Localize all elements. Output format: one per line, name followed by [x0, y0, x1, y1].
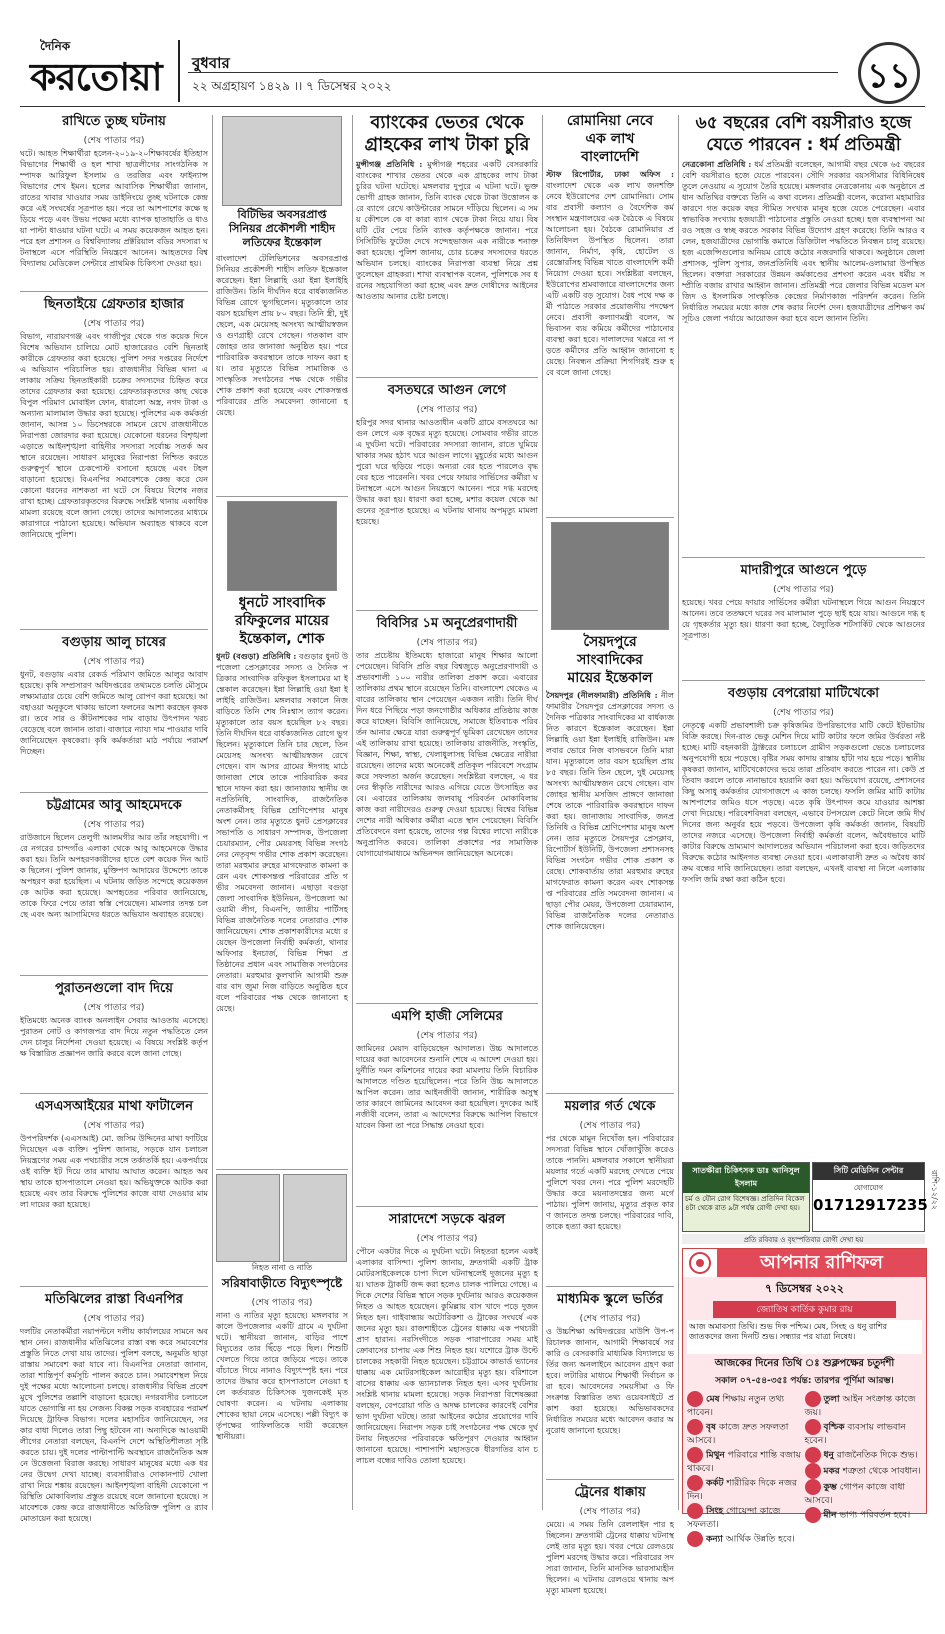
zodiac-item: তুলা আইন সংক্রান্ত কাজে জয়।	[805, 1391, 923, 1419]
tithi-time: সকাল ০৭-৫৪-৩৫ঃ পর্যন্ত: তারপর পূর্ণিমা আরম্ভ।	[715, 1376, 894, 1386]
continued-label: (শেষ পাতার পর)	[579, 1507, 641, 1517]
lead-headline-line: ব্যাংকের ভেতর থেকে	[370, 112, 524, 133]
headline: এসএসআইয়ের মাথা ফাটালেন	[35, 1099, 193, 1114]
issue-day: বুধবার	[192, 54, 230, 72]
column-4	[546, 112, 674, 1634]
article-body: তার প্রচেষ্টায় ইতিমধ্যে হাজারো মানুষ শিক্ষার আলো পেয়েছেন। বিবিসি প্রতি বছর বিশ্বজুড়ে অনুপ্রেরণাদায়ী ও প্রভাবশালী ১০০ নারীর তালিকা প্রকাশ করে। এবারের তালিকায় প্রথম স্থানে রয়েছেন তিনি। বাংলাদেশ থেকেও এবারের তালিকায় স্থান পেয়েছেন একজন নারী। তিনি দীর্ঘদিন ধরে পিছিয়ে পড়া জনগোষ্ঠীর অধিকার প্রতিষ্ঠায় কাজ করে যাচ্ছেন। বিবিসি জানিয়েছে, সমাজে ইতিবাচক পরিবর্তন আনার ক্ষেত্রে যারা গুরুত্বপূর্ণ ভূমিকা রেখেছেন তাদের এই তালিকায় রাখা হয়েছে। তালিকায় রাজনীতি, সংস্কৃতি, বিজ্ঞান, শিক্ষা, স্বাস্থ্য, খেলাধুলাসহ বিভিন্ন ক্ষেত্রের নারীরা রয়েছেন। তাদের মধ্যে অনেকেই প্রতিকূল পরিবেশে সংগ্রাম করে সফলতা অর্জন করেছেন। সংশ্লিষ্টরা বলছেন, এ ধরনের স্বীকৃতি নারীদের আরও এগিয়ে যেতে উৎসাহিত করবে। এবারের তালিকায় জলবায়ু পরিবর্তন মোকাবিলায় কাজ করা নারীদেরও গুরুত্ব দেওয়া হয়েছে। বিশ্বের বিভিন্ন দেশের নারী অধিকার কর্মীরা এতে স্থান পেয়েছেন। বিবিসি প্রতিবেদনে বলা হয়েছে, তাদের গল্প বিশ্বের লাখো নারীকে অনুপ্রাণিত করবে। তালিকা প্রকাশের পর সামাজিক যোগাযোগমাধ্যমে অভিনন্দন জানিয়েছেন অনেকে।	[356, 651, 538, 858]
continued-label: (শেষ পাতার পর)	[416, 1234, 478, 1244]
article-body: ইতিমধ্যে অনেক ব্যাংক অনলাইন সেবার আওতায় এসেছে। পুরাতন নোট ও কাগজপত্র বাদ দিয়ে নতুন পদ্ধতিতে লেনদেন চালুর নির্দেশনা দেওয়া হয়েছে। এ বিষয়ে সংশ্লিষ্ট কর্তৃপক্ষ বিস্তারিত প্রজ্ঞাপন জারি করবে বলে জানা গেছে।	[20, 1016, 208, 1058]
zodiac-item: মকর শত্রুতা থেকে সাবধান।	[805, 1463, 923, 1479]
headline-line: সাংবাদিকের	[577, 652, 643, 668]
column-rule	[542, 115, 543, 1510]
continued-label: (শেষ পাতার পর)	[83, 136, 145, 146]
leo-icon	[687, 1503, 703, 1519]
article-dateline: মুন্সীগঞ্জ প্রতিনিধি :	[356, 159, 423, 169]
headline-line: বাংলাদেশি	[581, 149, 639, 165]
article-body: উপপরিদর্শক (এএসআই) মো. জসিম উদ্দিনের মাথা ফাটিয়ে দিয়েছেন এক ব্যক্তি। পুলিশ জানায়, সড়কে যান চলাচল নিয়ন্ত্রণের সময় এক পথচারীর সঙ্গে তর্কাতর্কি হয়। একপর্যায়ে ওই ব্যক্তি ইট দিয়ে তার মাথায় আঘাত করেন। আহত অবস্থায় তাকে হাসপাতালে নেওয়া হয়। অভিযুক্তকে আটক করা হয়েছে এবং তার বিরুদ্ধে পুলিশের কাজে বাধা দেওয়ার মামলা দায়ের করা হয়েছে।	[20, 1134, 208, 1209]
headline-line: এক লাখ	[585, 131, 635, 147]
continued-label: (শেষ পাতার পর)	[83, 657, 145, 667]
continued-label: (শেষ পাতার পর)	[83, 1314, 145, 1324]
masthead-bottom-rule	[20, 106, 925, 107]
article-body: মুন্সীগঞ্জ প্রতিনিধি : মুন্সীগঞ্জ শহরের একটি বেসরকারি ব্যাংকের শাখার ভেতর থেকে এক গ্রাহকের লাখ টাকা চুরির ঘটনা ঘটেছে। মঙ্গলবার দুপুরে এ ঘটনা ঘটে। ভুক্তভোগী গ্রাহক জানান, তিনি ব্যাংক থেকে টাকা উত্তোলন করে ব্যাগে রেখে কাউন্টারের সামনে দাঁড়িয়ে ছিলেন। এ সময় কৌশলে কে বা কারা ব্যাগ থেকে টাকা নিয়ে যায়। বিষয়টি টের পেয়ে তিনি ব্যাংক কর্তৃপক্ষকে জানান। পরে সিসিটিভি ফুটেজ দেখে সন্দেহভাজন এক নারীকে শনাক্ত করা হয়েছে। পুলিশ জানায়, চোর চক্রের সদস্যদের ধরতে অভিযান চলছে। ব্যাংকের নিরাপত্তা ব্যবস্থা নিয়ে প্রশ্ন তুলেছেন গ্রাহকরা। শাখা ব্যবস্থাপক বলেন, পুলিশকে সব ধরনের সহযোগিতা করা হচ্ছে এবং দ্রুত দোষীদের আইনের আওতায় আনার চেষ্টা চলছে।	[356, 159, 538, 301]
article-body: বিভাগ, নারায়ণগঞ্জ এবং গাজীপুর থেকে গত কয়েক দিনে বিশেষ অভিযান চালিয়ে মোট হাজারেরও বেশি ছিনতাইকারীকে গ্রেফতার করা হয়েছে। পুলিশ সদর দপ্তরের নির্দেশে এ অভিযান পরিচালিত হয়। রাজধানীর বিভিন্ন থানা এলাকায় সক্রিয় ছিনতাইকারী চক্রের সদস্যদের চিহ্নিত করে তাদের গ্রেফতার করা হয়েছে। গ্রেফতারকৃতদের কাছ থেকে বিপুল পরিমাণ মোবাইল ফোন, ধারালো অস্ত্র, নগদ টাকা ও অন্যান্য মালামাল উদ্ধার করা হয়েছে। পুলিশের এক কর্মকর্তা জানান, আসন্ন ১০ ডিসেম্বরকে সামনে রেখে রাজধানীতে নিরাপত্তা জোরদার করা হয়েছে। যেকোনো ধরনের বিশৃঙ্খলা এড়াতে আইনশৃঙ্খলা বাহিনীর সদস্যরা সর্বোচ্চ সতর্ক অবস্থানে রয়েছেন। সাধারণ মানুষের নিরাপত্তা নিশ্চিত করতে গুরুত্বপূর্ণ স্থানে চেকপোস্ট বসানো হয়েছে এবং টহল বাড়ানো হয়েছে। বিএনপির সমাবেশকে কেন্দ্র করে যেন কোনো ধরনের নাশকতা না ঘটে সে বিষয়ে বিশেষ নজর রাখা হচ্ছে। গ্রেফতারকৃতদের বিরুদ্ধে সংশ্লিষ্ট থানায় একাধিক মামলা রয়েছে বলে জানা গেছে। তাদের আদালতের মাধ্যমে কারাগারে পাঠানো হয়েছে। অভিযান অব্যাহত থাকবে বলে জানিয়েছে পুলিশ।	[20, 332, 208, 539]
lead-headline-line: ৬৫ বছরের বেশি বয়সীরাও হজে	[695, 113, 912, 133]
aries-icon	[687, 1391, 703, 1407]
headline: বগুড়ায় আলু চাষের	[62, 635, 166, 650]
continued-label: (শেষ পাতার পর)	[773, 585, 834, 595]
continued-label: (শেষ পাতার পর)	[83, 319, 145, 329]
obituary-caption-line: লতিফের ইন্তেকাল	[242, 236, 322, 249]
article-body: পর থেকে মামুন নিখোঁজ হন। পরিবারের সদস্যরা বিভিন্ন স্থানে খোঁজাখুঁজি করেও তাকে পাননি। মঙ্গলবার সকালে স্থানীয়রা ময়লার গর্তে একটি মরদেহ দেখতে পেয়ে পুলিশে খবর দেন। পরে পুলিশ মরদেহটি উদ্ধার করে ময়নাতদন্তের জন্য মর্গে পাঠায়। পুলিশ জানায়, মৃত্যুর প্রকৃত কারণ জানতে তদন্ত চলছে। পরিবারের দাবি, তাকে হত্যা করা হয়েছে।	[546, 1134, 674, 1231]
newspaper-logo: করতোয়া	[30, 54, 162, 99]
logo-small-text: দৈনিক	[40, 39, 71, 53]
zodiac-list	[683, 1388, 926, 1550]
article-body: ধুনট, বগুড়ায় এবার রেকর্ড পরিমাণ জমিতে আলুর আবাদ হয়েছে। কৃষি সম্প্রসারণ অধিদপ্তরের তথ্যমতে চলতি মৌসুমে লক্ষ্যমাত্রার চেয়ে বেশি জমিতে আলু রোপণ করা হয়েছে। আবহাওয়া অনুকূলে থাকায় ভালো ফলনের আশা করছেন কৃষকরা। তবে সার ও কীটনাশকের দাম বাড়ায় উৎপাদন খরচ বেড়েছে বলে জানান তারা। বাজারে ন্যায্য দাম পাওয়ার দাবি জানিয়েছেন কৃষকেরা। কৃষি কর্মকর্তারা মাঠ পর্যায়ে পরামর্শ দিচ্ছেন।	[20, 670, 208, 756]
headline-line: ধুনটে সাংবাদিক	[238, 595, 326, 611]
headline: চট্টগ্রামের আবু আহমেদকে	[46, 798, 182, 813]
headline: সরিষাবাড়ীতে বিদ্যুৎস্পৃষ্টে	[221, 1276, 343, 1290]
headline-line: মায়ের ইন্তেকাল	[567, 670, 653, 686]
taurus-icon	[687, 1419, 703, 1435]
ad-body: চর্ম ও যৌন রোগ বিশেষজ্ঞ। প্রতিদিন বিকেল ৪টা থেকে রাত ৯টা পর্যন্ত রোগী দেখা হয়।	[685, 1195, 805, 1212]
headline: সারাদেশে সড়কে ঝরল	[388, 1212, 506, 1227]
article-body: নানা ও নাতির মৃত্যু হয়েছে। মঙ্গলবার সকালে উপজেলার একটি গ্রামে এ দুর্ঘটনা ঘটে। স্থানীয়রা জানান, বাড়ির পাশে বিদ্যুতের তার ছিঁড়ে পড়ে ছিল। শিশুটি খেলতে গিয়ে তারে জড়িয়ে পড়ে। তাকে বাঁচাতে গিয়ে নানাও বিদ্যুৎস্পৃষ্ট হন। পরে তাদের উদ্ধার করে হাসপাতালে নেওয়া হলে কর্তব্যরত চিকিৎসক দুজনকেই মৃত ঘোষণা করেন। এ ঘটনায় এলাকায় শোকের ছায়া নেমে এসেছে। পল্লী বিদ্যুৎ কর্তৃপক্ষের গাফিলতিকে দায়ী করেছেন স্থানীয়রা।	[216, 1311, 348, 1441]
article-body: বাংলাদেশ টেলিভিশনের অবসরপ্রাপ্ত সিনিয়র প্রকৌশলী শাহীদ লতিফ ইন্তেকাল করেছেন। ইন্না লিল্লাহি ওয়া ইন্না ইলাইহি রাজিউন। তিনি দীর্ঘদিন ধরে বার্ধক্যজনিত বিভিন্ন রোগে ভুগছিলেন। মৃত্যুকালে তার বয়স হয়েছিল প্রায় ৮০ বছর। তিনি স্ত্রী, দুই ছেলে, এক মেয়েসহ অসংখ্য আত্মীয়স্বজন ও গুণগ্রাহী রেখে গেছেন। গতকাল বাদ জোহর তার জানাজা অনুষ্ঠিত হয়। পরে পারিবারিক কবরস্থানে তাকে দাফন করা হয়। তার মৃত্যুতে বিভিন্ন সামাজিক ও সাংস্কৃতিক সংগঠনের পক্ষ থেকে গভীর শোক প্রকাশ করা হয়েছে এবং শোকসন্তপ্ত পরিবারের প্রতি সমবেদনা জানানো হয়েছে।	[216, 254, 348, 417]
headline: ছিনতাইয়ে গ্রেফতার হাজার	[44, 297, 184, 312]
zodiac-column	[687, 1391, 805, 1547]
article-dateline: সৈয়দপুর (নীলফামারী) প্রতিনিধি :	[546, 690, 658, 700]
article-body: ধুনট (বগুড়া) প্রতিনিধি : বগুড়ার ধুনট উপজেলা প্রেসক্লাবের সদস্য ও দৈনিক পত্রিকার সাংবাদিক রফিকুল ইসলামের মা ইন্তেকাল করেছেন। ইন্না লিল্লাহি ওয়া ইন্না ইলাইহি রাজিউন। মঙ্গলবার সকালে নিজ বাড়িতে তিনি শেষ নিঃশ্বাস ত্যাগ করেন। মৃত্যুকালে তার বয়স হয়েছিল ৮২ বছর। তিনি দীর্ঘদিন ধরে বার্ধক্যজনিত রোগে ভুগছিলেন। মৃত্যুকালে তিনি চার ছেলে, তিন মেয়েসহ অসংখ্য আত্মীয়স্বজন রেখে গেছেন। বাদ আসর গ্রামের ঈদগাহ মাঠে জানাজা শেষে তাকে পারিবারিক কবরস্থানে দাফন করা হয়। জানাজায় স্থানীয় জনপ্রতিনিধি, সাংবাদিক, রাজনৈতিক নেতাকর্মীসহ বিভিন্ন শ্রেণিপেশার মানুষ অংশ নেন। তার মৃত্যুতে ধুনট প্রেসক্লাবের সভাপতি ও সাধারণ সম্পাদক, উপজেলা চেয়ারম্যান, পৌর মেয়রসহ বিভিন্ন সংগঠনের নেতৃবৃন্দ গভীর শোক প্রকাশ করেছেন। তারা মরহুমার রুহের মাগফেরাত কামনা করেন এবং শোকসন্তপ্ত পরিবারের প্রতি গভীর সমবেদনা জানান। এছাড়া বগুড়া জেলা সাংবাদিক ইউনিয়ন, উপজেলা আওয়ামী লীগ, বিএনপি, জাতীয় পার্টিসহ বিভিন্ন রাজনৈতিক দলের নেতারাও শোক জানিয়েছেন। শোক প্রকাশকারীদের মধ্যে রয়েছেন উপজেলা নির্বাহী কর্মকর্তা, থানার অফিসার ইনচার্জ, বিভিন্ন শিক্ষা প্রতিষ্ঠানের প্রধান এবং সামাজিক সংগঠনের নেতারা। মরহুমার কুলখানি আগামী শুক্রবার বাদ জুমা নিজ বাড়িতে অনুষ্ঠিত হবে বলে পরিবারের পক্ষ থেকে জানানো হয়েছে।	[216, 651, 348, 1013]
column-5	[682, 112, 925, 1160]
article-body: ও উচ্চশিক্ষা অধিদপ্তরের মাউশি উপ-পরিচালক জানান, আগামী শিক্ষাবর্ষে সরকারি ও বেসরকারি মাধ্যমিক বিদ্যালয়ে ভর্তির জন্য অনলাইনে আবেদন গ্রহণ করা হবে। লটারির মাধ্যমে শিক্ষার্থী নির্বাচন করা হবে। আবেদনের সময়সীমা ও ফি সংক্রান্ত বিস্তারিত তথ্য ওয়েবসাইটে প্রকাশ করা হয়েছে। অভিভাবকদের নির্ধারিত সময়ের মধ্যে আবেদন করার অনুরোধ জানানো হয়েছে।	[546, 1327, 674, 1435]
article-body: সৈয়দপুর (নীলফামারী) প্রতিনিধি : নীলফামারীর সৈয়দপুর প্রেসক্লাবের সদস্য ও দৈনিক পত্রিকার সাংবাদিকের মা বার্ধক্যজনিত কারণে ইন্তেকাল করেছেন। ইন্না লিল্লাহি ওয়া ইন্না ইলাইহি রাজিউন। মঙ্গলবার ভোরে নিজ বাসভবনে তিনি মারা যান। মৃত্যুকালে তার বয়স হয়েছিল প্রায় ৮৫ বছর। তিনি তিন ছেলে, দুই মেয়েসহ অসংখ্য আত্মীয়স্বজন রেখে গেছেন। বাদ জোহর স্থানীয় মসজিদ প্রাঙ্গণে জানাজা শেষে তাকে পারিবারিক কবরস্থানে দাফন করা হয়। জানাজায় সাংবাদিক, জনপ্রতিনিধি ও বিভিন্ন শ্রেণিপেশার মানুষ অংশ নেন। তার মৃত্যুতে সৈয়দপুর প্রেসক্লাব, রিপোর্টার্স ইউনিটি, উপজেলা প্রশাসনসহ বিভিন্ন সংগঠন গভীর শোক প্রকাশ করেছে। শোকবার্তায় তারা মরহুমার রুহের মাগফেরাত কামনা করেন এবং শোকসন্তপ্ত পরিবারের প্রতি সমবেদনা জানান। এছাড়া পৌর মেয়র, উপজেলা চেয়ারম্যান, বিভিন্ন রাজনৈতিক দলের নেতারাও শোক জানিয়েছেন।	[546, 690, 674, 931]
zodiac-item: কুম্ভ গোপন কাজে বাধা আসবে।	[805, 1479, 923, 1507]
photo-caption: নিহত নানা ও নাতি	[251, 1263, 313, 1272]
headline-line: সৈয়দপুরে	[583, 634, 637, 650]
article-body: মেয়ে। এ সময় তিনি রেললাইন পার হচ্ছিলেন। দ্রুতগামী ট্রেনের ধাক্কায় ঘটনাস্থলেই তার মৃত্যু হয়। খবর পেয়ে রেলওয়ে পুলিশ মরদেহ উদ্ধার করে। পরিবারের সদস্যরা জানান, তিনি মানসিক ভারসাম্যহীন ছিলেন। এ ঘটনায় রেলওয়ে থানায় অপমৃত্যু মামলা হয়েছে।	[546, 1520, 674, 1595]
headline: মাধ্যমিক স্কুলে ভর্তির	[557, 1292, 663, 1307]
article-body: রাউজানে ছিলেন তেলুগী আলমগীর আর তাঁর সহযোগী। পরে নগরের চান্দগাঁও এলাকা থেকে আবু আহমেদকে উদ্ধার করা হয়। তিনি অপহরণকারীদের হাতে বেশ কয়েক দিন আটক ছিলেন। পুলিশ জানায়, মুক্তিপণ আদায়ের উদ্দেশ্যে তাকে অপহরণ করা হয়েছিল। এ ঘটনায় জড়িত সন্দেহে কয়েকজনকে আটক করা হয়েছে। অপহৃতের পরিবার জানিয়েছে, তাকে ফিরে পেয়ে তারা স্বস্তি পেয়েছেন। মামলার তদন্ত চলছে এবং অন্য আসামিদের ধরতে অভিযান অব্যাহত রয়েছে।	[20, 833, 208, 919]
ad-footer-strip: প্রতি রবিবার ও বৃহস্পতিবার রোগী দেখা হয়	[682, 1234, 925, 1244]
lead-headline-line: যেতে পারবেন : ধর্ম প্রতিমন্ত্রী	[706, 135, 901, 155]
headline: মাদারীপুরে আগুনে পুড়ে	[740, 563, 867, 578]
article-dateline: নেত্রকোনা প্রতিনিধি :	[682, 159, 752, 169]
horoscope-title: আপনার রাশিফল	[717, 1249, 926, 1277]
zodiac-column	[805, 1391, 923, 1547]
horoscope-header	[683, 1249, 926, 1277]
obituary-caption-line: বিটিভির অবসরপ্রাপ্ত	[237, 208, 327, 221]
ad-title: সাতক্ষীরা চিকিৎসক ডাঃ আনিসুল ইসলাম	[683, 1163, 809, 1193]
horoscope-date: ৭ ডিসেম্বর ২০২২	[765, 1282, 844, 1295]
masthead-divider	[178, 40, 180, 102]
capricorn-icon	[805, 1463, 821, 1479]
horoscope-astrologer: জ্যোতিষ কার্তিক কুমার রায়	[713, 1301, 896, 1318]
article-body: নেত্রকোনা প্রতিনিধি : ধর্ম প্রতিমন্ত্রী বলেছেন, আগামী বছর থেকে ৬৫ বছরের বেশি বয়সীরাও হজে যেতে পারবেন। সৌদি সরকার বয়সসীমার বিধিনিষেধ তুলে নেওয়ায় এ সুযোগ তৈরি হয়েছে। মঙ্গলবার নেত্রকোনায় এক অনুষ্ঠানে প্রধান অতিথির বক্তব্যে তিনি এ কথা বলেন। প্রতিমন্ত্রী বলেন, করোনা মহামারির কারণে গত কয়েক বছর সীমিত সংখ্যক মানুষ হজে যেতে পেরেছেন। এবার স্বাভাবিক সংখ্যায় হজযাত্রী পাঠানোর প্রস্তুতি নেওয়া হচ্ছে। হজ ব্যবস্থাপনা আরও সহজ ও স্বচ্ছ করতে সরকার বিভিন্ন উদ্যোগ গ্রহণ করেছে। তিনি আরও বলেন, হজযাত্রীদের ভোগান্তি কমাতে ডিজিটাল পদ্ধতিতে নিবন্ধন চালু রয়েছে। হজ এজেন্সিগুলোর অনিয়ম রোধে কঠোর নজরদারি থাকবে। অনুষ্ঠানে জেলা প্রশাসক, পুলিশ সুপার, জনপ্রতিনিধি এবং স্থানীয় আলেম-ওলামারা উপস্থিত ছিলেন। বক্তারা সরকারের উন্নয়ন কর্মকাণ্ডের প্রশংসা করেন এবং ধর্মীয় সম্প্রীতি বজায় রাখার আহ্বান জানান। প্রতিমন্ত্রী পরে জেলার বিভিন্ন মডেল মসজিদ ও ইসলামিক সাংস্কৃতিক কেন্দ্রের নির্মাণকাজ পরিদর্শন করেন। তিনি নির্ধারিত সময়ের মধ্যে কাজ শেষ করার নির্দেশ দেন। হজযাত্রীদের প্রশিক্ষণ কর্মসূচিও জেলা পর্যায়ে আয়োজন করা হবে বলে জানান তিনি।	[682, 159, 925, 323]
ad-phone-number: 01712917235	[813, 1196, 928, 1214]
victim-photo	[283, 1174, 347, 1262]
zodiac-item: মীন ভাগ্য পরিবর্তন হবে।	[805, 1507, 923, 1523]
portrait-photo	[227, 501, 337, 591]
photo-pair	[216, 1174, 348, 1262]
page-number-badge: ১১	[858, 42, 920, 104]
column-rule	[352, 115, 353, 1510]
continued-label: (শেষ পাতার পর)	[251, 1298, 313, 1308]
sidebar-tag: রাশি-১২/২২	[930, 1170, 939, 1211]
headline: বসতঘরে আগুন লেগে	[387, 383, 507, 398]
advertisement-doctor	[682, 1162, 810, 1232]
headline: বিবিসির ১ম অনুপ্রেরণাদায়ী	[376, 616, 518, 631]
continued-label: (শেষ পাতার পর)	[83, 820, 145, 830]
article-body: দলটির নেতাকর্মীরা নয়াপল্টনে দলীয় কার্যালয়ের সামনে অবস্থান নেন। রাজধানীর মতিঝিলের রাস্তা বন্ধ করে সমাবেশের প্রস্তুতি নিতে দেখা যায় তাদের। পুলিশ বলছে, অনুমতি ছাড়া রাস্তায় সমাবেশ করা যাবে না। বিএনপির নেতারা জানান, তারা শান্তিপূর্ণ কর্মসূচি পালন করতে চান। সমাবেশস্থল নিয়ে দুই পক্ষের মধ্যে আলোচনা চলছে। রাজধানীর বিভিন্ন প্রবেশমুখে পুলিশের তল্লাশি বাড়ানো হয়েছে। নগরবাসীর চলাচলে যাতে ভোগান্তি না হয় সেজন্য বিকল্প সড়ক ব্যবহারের পরামর্শ দিয়েছে ট্রাফিক বিভাগ। দলের মহাসচিব জানিয়েছেন, সরকার বাধা দিলেও তারা পিছু হটবেন না। অন্যদিকে আওয়ামী লীগের নেতারা বলছেন, বিএনপি দেশে অস্থিতিশীলতা সৃষ্টি করতে চায়। দুই দলের পাল্টাপাল্টি অবস্থানে রাজনৈতিক অঙ্গনে উত্তেজনা বিরাজ করছে। সাধারণ মানুষের মধ্যে এক ধরনের উদ্বেগ দেখা যাচ্ছে। ব্যবসায়ীরাও দোকানপাট খোলা রাখা নিয়ে শঙ্কায় রয়েছেন। আইনশৃঙ্খলা বাহিনী যেকোনো পরিস্থিতি মোকাবিলায় প্রস্তুত রয়েছে বলে জানানো হয়েছে। সমাবেশকে কেন্দ্র করে রাজধানীতে অতিরিক্ত পুলিশ ও র‍্যাব মোতায়েন করা হয়েছে।	[20, 1327, 208, 1523]
virgo-icon	[687, 1531, 703, 1547]
continued-label: (শেষ পাতার পর)	[416, 1031, 478, 1041]
column-rule	[678, 115, 679, 1510]
horoscope-box	[682, 1248, 927, 1545]
continued-label: (শেষ পাতার পর)	[416, 405, 478, 415]
headline: রাখিতে তুচ্ছ ঘটনায়	[62, 114, 166, 129]
column-2	[216, 112, 348, 1480]
zodiac-item: মেষ শিক্ষায় নতুন তথ্য পাবেন।	[687, 1391, 805, 1419]
aquarius-icon	[805, 1479, 821, 1495]
article-body: হয়েছে। খবর পেয়ে ফায়ার সার্ভিসের কর্মীরা ঘটনাস্থলে গিয়ে আগুন নিয়ন্ত্রণে আনেন। তবে ততক্ষণে ঘরের সব মালামাল পুড়ে ছাই হয়ে যায়। আগুনে দগ্ধ হয়ে গৃহকর্তার মৃত্যু হয়। ধারণা করা হচ্ছে, বৈদ্যুতিক শর্টসার্কিট থেকে আগুনের সূত্রপাত।	[682, 598, 925, 640]
ad-subtitle: যোগাযোগ	[854, 1184, 883, 1192]
masthead	[0, 0, 945, 108]
continued-label: (শেষ পাতার পর)	[83, 1003, 145, 1013]
headline: এমপি হাজী সেলিমের	[391, 1009, 503, 1024]
zodiac-item: বৃশ্চিক ব্যবসায় লাভবান হবেন।	[805, 1419, 923, 1447]
gemini-icon	[687, 1447, 703, 1463]
lead-headline-line: গ্রাহকের লাখ টাকা চুরি	[364, 134, 530, 155]
article-dateline: ধুনট (বগুড়া) প্রতিনিধি :	[216, 651, 297, 661]
libra-icon	[805, 1391, 821, 1407]
headline: ময়লার গর্ত থেকে	[564, 1099, 656, 1114]
column-rule	[212, 115, 213, 1510]
issue-date: ২২ অগ্রহায়ণ ১৪২৯ ।। ৭ ডিসেম্বর ২০২২	[192, 79, 392, 93]
zodiac-item: কন্যা আর্থিক উন্নতি হবে।	[687, 1531, 805, 1547]
article-body: ঘটে। আহত শিক্ষার্থীরা হলেন-২০১৯-২০শিক্ষাবর্ষের ইতিহাস বিভাগের শিক্ষার্থী ও হল শাখা ছাত্রলীগের সাংগঠনিক সম্পাদক আরিফুল ইসলাম ও তরজির এবং ফাইন্যান্স বিভাগের শেখ ইমন। হলের আবাসিক শিক্ষার্থীরা জানান, রাতের খাবার খাওয়ার সময় ডাইনিংয়ে তুচ্ছ ঘটনাকে কেন্দ্র করে এই সংঘর্ষের সূত্রপাত হয়। পরে তা আশপাশের কক্ষে ছড়িয়ে পড়ে এবং উভয় পক্ষের মধ্যে ব্যাপক হাতাহাতি ও ধাওয়া পাল্টা ধাওয়ার ঘটনা ঘটে। এ সময় কয়েকজন আহত হন। পরে হল প্রশাসন ও বিশ্ববিদ্যালয় প্রক্টরিয়াল বডির সদস্যরা ঘটনাস্থলে এসে পরিস্থিতি নিয়ন্ত্রণে আনেন। আহতদের বিশ্ববিদ্যালয় মেডিকেল সেন্টারে প্রাথমিক চিকিৎসা দেওয়া হয়।	[20, 149, 208, 268]
continued-label: (শেষ পাতার পর)	[773, 708, 834, 718]
cancer-icon	[687, 1475, 703, 1491]
victim-photo	[216, 1174, 280, 1262]
zodiac-item: ধনু রাজনৈতিক দিকে শুভ।	[805, 1447, 923, 1463]
continued-label: (শেষ পাতার পর)	[579, 1121, 641, 1131]
ad-title: সিটি মেডিসিন সেন্টার	[813, 1163, 924, 1180]
article-body: পৌনে একটার দিকে এ দুর্ঘটনা ঘটে। নিহতরা হলেন একই এলাকার বাসিন্দা। পুলিশ জানায়, দ্রুতগামী একটি ট্রাক মোটরসাইকেলকে চাপা দিলে ঘটনাস্থলেই দুজনের মৃত্যু হয়। ঘাতক ট্রাকটি জব্দ করা হলেও চালক পালিয়ে গেছে। এদিকে দেশের বিভিন্ন স্থানে সড়ক দুর্ঘটনায় আরও কয়েকজন নিহত ও আহত হয়েছেন। কুমিল্লায় বাস খাদে পড়ে দুজন নিহত হন। গাইবান্ধায় অটোরিকশা ও ট্রাকের সংঘর্ষে একজনের মৃত্যু হয়। রাজশাহীতে ট্রেনের ধাক্কায় এক পথচারী প্রাণ হারান। নরসিংদীতে সড়ক পারাপারের সময় মাইক্রোবাসের চাপায় এক শিশু নিহত হয়। যশোরে ট্রাক উল্টে চালকের সহকারী নিহত হয়েছেন। চট্টগ্রামে কাভার্ড ভ্যানের ধাক্কায় এক মোটরসাইকেল আরোহীর মৃত্যু হয়। বরিশালে বাসের ধাক্কায় এক ভ্যানচালক নিহত হন। এসব দুর্ঘটনায় সংশ্লিষ্ট থানায় মামলা হয়েছে। সড়ক নিরাপত্তা বিশেষজ্ঞরা বলছেন, বেপরোয়া গতি ও অদক্ষ চালকের কারণেই বেশিরভাগ দুর্ঘটনা ঘটছে। তারা আইনের কঠোর প্রয়োগের দাবি জানিয়েছেন। নিরাপদ সড়ক চাই সংগঠনের পক্ষ থেকে দুর্ঘটনায় নিহতদের পরিবারকে ক্ষতিপূরণ দেওয়ার আহ্বান জানানো হয়েছে। পাশাপাশি মহাসড়কে ধীরগতির যান চলাচল বন্ধের দাবিও তোলা হয়েছে।	[356, 1247, 538, 1465]
article-body: হরিপুর সদর থানার আওতাধীন একটি গ্রামে বসতঘরে আগুন লেগে এক বৃদ্ধের মৃত্যু হয়েছে। সোমবার গভীর রাতে এ দুর্ঘটনা ঘটে। পরিবারের সদস্যরা জানান, রাতে ঘুমিয়ে থাকার সময় হঠাৎ ঘরে আগুন লাগে। মুহূর্তের মধ্যে আগুন পুরো ঘরে ছড়িয়ে পড়ে। অন্যরা বের হতে পারলেও বৃদ্ধ বের হতে পারেননি। খবর পেয়ে ফায়ার সার্ভিসের কর্মীরা ঘটনাস্থলে এসে আগুন নিয়ন্ত্রণে আনেন। পরে দগ্ধ মরদেহ উদ্ধার করা হয়। ধারণা করা হচ্ছে, মশার কয়েল থেকে আগুনের সূত্রপাত হয়েছে। এ ঘটনায় থানায় অপমৃত্যু মামলা হয়েছে।	[356, 418, 538, 526]
headline: ট্রেনের ধাক্কায়	[574, 1485, 646, 1500]
advertisement-medicine-center	[812, 1162, 928, 1232]
portrait-photo	[222, 116, 342, 206]
headline-line: ইন্তেকাল, শোক	[239, 631, 325, 647]
headline: পুরাতনগুলো বাদ দিয়ে	[55, 981, 173, 996]
obituary-caption-line: সিনিয়র প্রকৌশলী শাহীদ	[228, 222, 336, 235]
continued-label: (শেষ পাতার পর)	[579, 1314, 641, 1324]
scorpio-icon	[805, 1419, 821, 1435]
headline: বগুড়ায় বেপরোয়া মাটিখেকো	[727, 686, 880, 701]
headline-line: রফিকুলের মায়ের	[235, 613, 329, 629]
article-body: জামিনের মেয়াদ বাড়িয়েছেন আদালত। উচ্চ আদালতে দায়ের করা আবেদনের শুনানি শেষে এ আদেশ দেওয়া হয়। দুর্নীতি দমন কমিশনের দায়ের করা মামলায় তিনি বিচারিক আদালতে দণ্ডিত হয়েছিলেন। পরে তিনি উচ্চ আদালতে আপিল করেন। তার আইনজীবী জানান, শারীরিক অসুস্থতার কারণে জামিনের আবেদন করা হয়েছিল। দুদকের আইনজীবী বলেন, তারা এ আদেশের বিরুদ্ধে আপিল বিভাগে যাবেন কিনা তা পরে সিদ্ধান্ত নেওয়া হবে।	[356, 1044, 538, 1130]
article-dateline: স্টাফ রিপোর্টার, ঢাকা অফিস :	[546, 169, 674, 179]
article-body: স্টাফ রিপোর্টার, ঢাকা অফিস : বাংলাদেশ থেকে এক লাখ জনশক্তি নেবে ইউরোপের দেশ রোমানিয়া। সোমবার প্রবাসী কল্যাণ ও বৈদেশিক কর্মসংস্থান মন্ত্রণালয়ের এক বৈঠকে এ বিষয়ে আলোচনা হয়। বৈঠকে রোমানিয়ার প্রতিনিধিদল উপস্থিত ছিলেন। তারা জানান, নির্মাণ, কৃষি, হোটেল ও রেস্তোরাঁসহ বিভিন্ন খাতে বাংলাদেশি কর্মী নিয়োগ দেওয়া হবে। সংশ্লিষ্টরা বলছেন, ইউরোপের শ্রমবাজারে বাংলাদেশের জন্য এটি একটি বড় সুযোগ। বৈধ পথে দক্ষ কর্মী পাঠাতে সরকার প্রয়োজনীয় পদক্ষেপ নেবে। প্রবাসী কল্যাণমন্ত্রী বলেন, অভিবাসন ব্যয় কমিয়ে কর্মীদের পাঠানোর ব্যবস্থা করা হবে। দালালদের খপ্পরে না পড়তে কর্মীদের প্রতি আহ্বান জানানো হয়েছে। নিবন্ধন প্রক্রিয়া শিগগিরই শুরু হবে বলে জানা গেছে।	[546, 169, 674, 377]
sagittarius-icon	[805, 1447, 821, 1463]
headline-line: রোমানিয়া নেবে	[566, 113, 654, 129]
portrait-photo	[551, 522, 669, 630]
zodiac-wheel-icon	[683, 1249, 717, 1277]
pisces-icon	[805, 1507, 821, 1523]
article-body: নেতৃত্বে একটি প্রভাবশালী চক্র কৃষিজমির উপরিভাগের মাটি কেটে ইটভাটায় বিক্রি করছে। দিন-রাত ভেকু মেশিন দিয়ে মাটি কাটার ফলে জমির উর্বরতা নষ্ট হচ্ছে। মাটি বহনকারী ট্রাক্টরের চলাচলে গ্রামীণ সড়কগুলো ভেঙে চলাচলের অনুপযোগী হয়ে পড়েছে। বৃষ্টির সময় কাদায় রাস্তায় হাঁটা দায় হয়ে পড়ে। স্থানীয় কৃষকরা জানান, মাটিখেকোদের ভয়ে তারা প্রতিবাদ করতে পারেন না। কেউ প্রতিবাদ করলে তাকে নানাভাবে হয়রানি করা হয়। অভিযোগ রয়েছে, প্রশাসনের কিছু অসাধু কর্মকর্তার যোগসাজশে এ কাজ চলছে। ফসলি জমির মাটি কাটায় আশপাশের জমিও ধসে পড়ছে। এতে কৃষি উৎপাদন কমে যাওয়ার আশঙ্কা দেখা দিয়েছে। পরিবেশবিদরা বলছেন, এভাবে টপসয়েল কেটে নিলে জমি দীর্ঘদিনের জন্য অনুর্বর হয়ে পড়বে। উপজেলা কৃষি কর্মকর্তা জানান, বিষয়টি তাদের নজরে এসেছে। উপজেলা নির্বাহী কর্মকর্তা বলেন, অবৈধভাবে মাটি কাটার বিরুদ্ধে ভ্রাম্যমাণ আদালতের অভিযান পরিচালনা করা হবে। জড়িতদের বিরুদ্ধে কঠোর আইনগত ব্যবস্থা নেওয়া হবে। এলাকাবাসী দ্রুত এ অবৈধ কার্যক্রম বন্ধের দাবি জানিয়েছেন। তারা বলছেন, এখনই ব্যবস্থা না নিলে এলাকায় ফসলি জমি রক্ষা করা কঠিন হবে।	[682, 721, 925, 884]
column-3	[356, 112, 538, 1606]
continued-label: (শেষ পাতার পর)	[416, 638, 478, 648]
zodiac-item: মিথুন পরিবারে শান্তি বজায় থাকবে।	[687, 1447, 805, 1475]
horoscope-intro: আজ অমাবস্যা তিথি। শুভ দিক পশ্চিম। মেষ, সিংহ ও ধনু রাশির জাতকদের জন্য দিনটি শুভ। সন্ধ্যার পর যাত্রা নিষেধ।	[687, 1320, 922, 1354]
continued-label: (শেষ পাতার পর)	[83, 1121, 145, 1131]
tithi-heading: আজকের দিনের তিথি ঃ শুক্লপক্ষের চতুর্দশী	[714, 1358, 895, 1369]
column-1	[20, 112, 208, 1614]
headline: মতিঝিলের রাস্তা বিএনপির	[45, 1292, 183, 1307]
zodiac-item: বৃষ কাজে দ্রুত সফলতা আসবে।	[687, 1419, 805, 1447]
zodiac-item: সিংহ গোয়েন্দা কাজে সফলতা।	[687, 1503, 805, 1531]
zodiac-item: কর্কট শারীরিক দিকে নজর দিন।	[687, 1475, 805, 1503]
masthead-rule	[188, 72, 838, 73]
